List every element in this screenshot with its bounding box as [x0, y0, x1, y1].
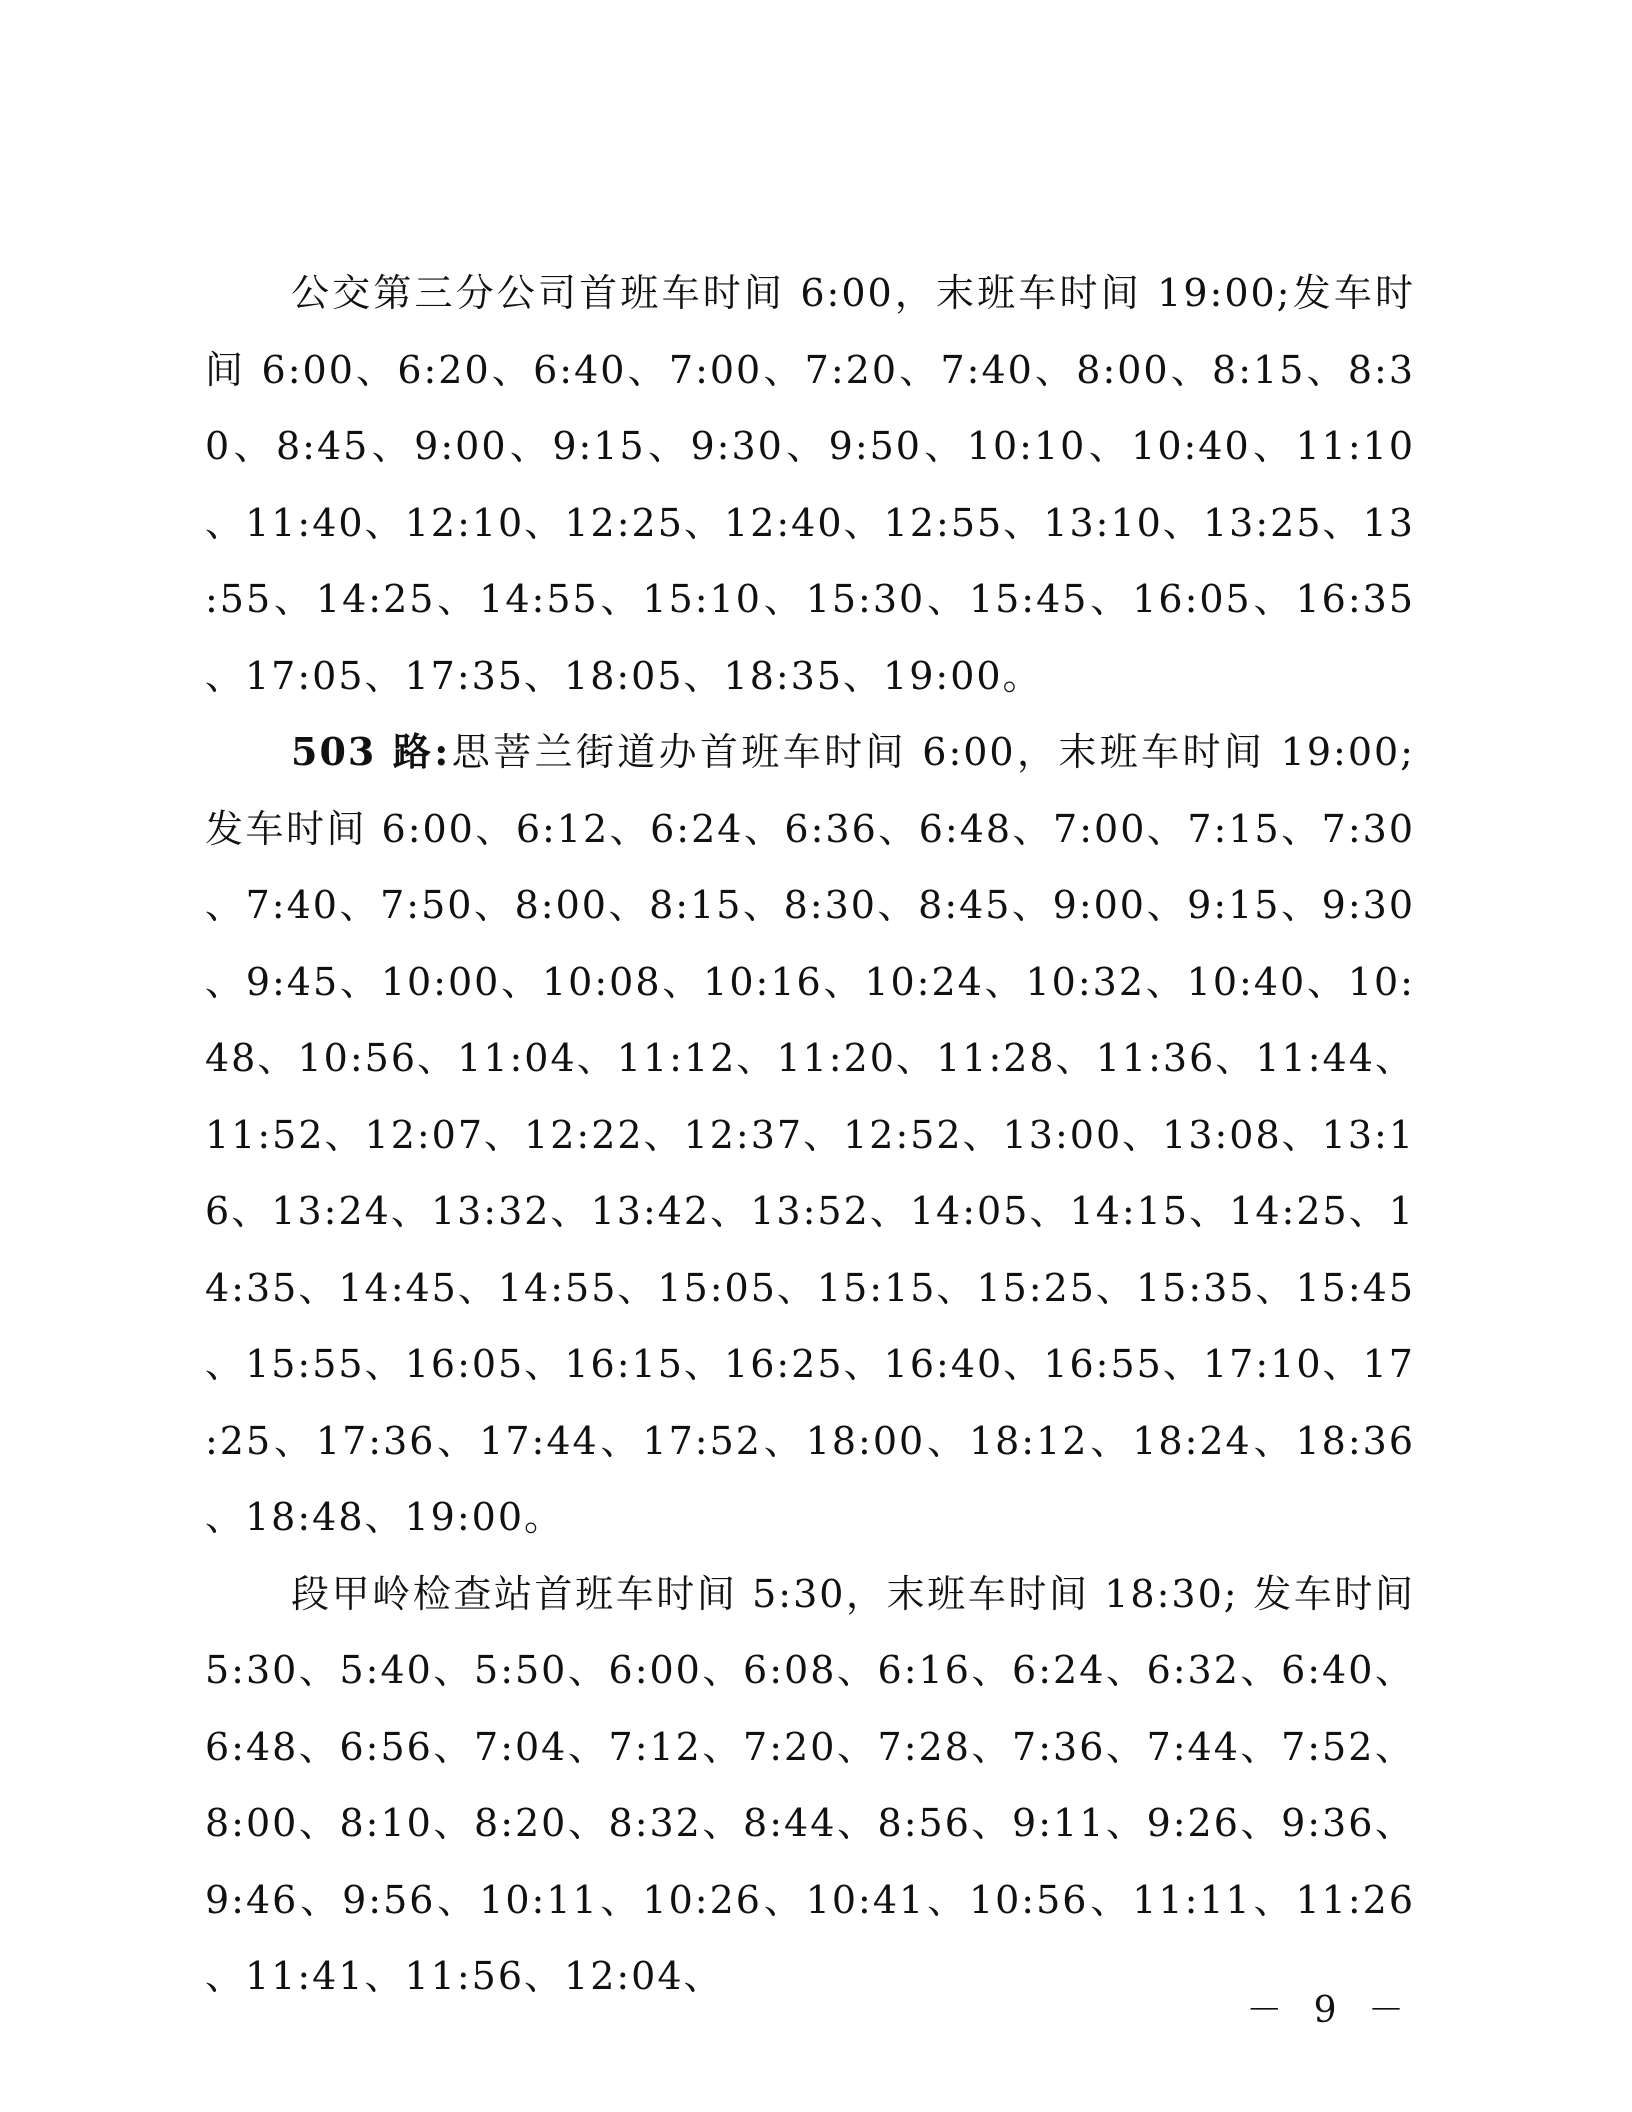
document-body [205, 255, 1415, 2015]
page-number: － 9 － [1246, 1990, 1414, 2031]
paragraph-text: 公交第三分公司首班车时间 6:00，末班车时间 19:00;发车时间 6:00、6:20、6:40、7:00、7:20、7:40、8:00、8:15、8:30、8:45、9:00、9:15、9:30、9:50、10:10、10:40、11:10、11:40、12:10、12:25、12:40、12:55、13:10、13:25、13:55、14:25、14:55、15:10、15:30、15:45、16:05、16:35、17:05、17:35、18:05、18:35、19:00。 [205, 271, 1415, 698]
paragraph-checkpoint-schedule [205, 1556, 1415, 2015]
paragraph-text: 思菩兰街道办首班车时间 6:00，末班车时间 19:00;发车时间 6:00、6:12、6:24、6:36、6:48、7:00、7:15、7:30、7:40、7:50、8:00、8:15、8:30、8:45、9:00、9:15、9:30、9:45、10:00、10:08、10:16、10:24、10:32、10:40、10:48、10:56、11:04、11:12、11:20、11:28、11:36、11:44、11:52、12:07、12:22、12:37、12:52、13:00、13:08、13:16、13:24、13:32、13:42、13:52、14:05、14:15、14:25、14:35、14:45、14:55、15:05、15:15、15:25、15:35、15:45、15:55、16:05、16:15、16:25、16:40、16:55、17:10、17:25、17:36、17:44、17:52、18:00、18:12、18:24、18:36、18:48、19:00。 [205, 730, 1415, 1539]
paragraph-text: 段甲岭检查站首班车时间 5:30，末班车时间 18:30; 发车时间 5:30、5:40、5:50、6:00、6:08、6:16、6:24、6:32、6:40、6:48、6:56、7:04、7:12、7:20、7:28、7:36、7:44、7:52、8:00、8:10、8:20、8:32、8:44、8:56、9:11、9:26、9:36、9:46、9:56、10:11、10:26、10:41、10:56、11:11、11:26、11:41、11:56、12:04、 [205, 1571, 1415, 1998]
route-label: 503 路: [291, 729, 451, 774]
paragraph-route-503-schedule [205, 714, 1415, 1556]
paragraph-bus-company-three-schedule [205, 255, 1415, 714]
